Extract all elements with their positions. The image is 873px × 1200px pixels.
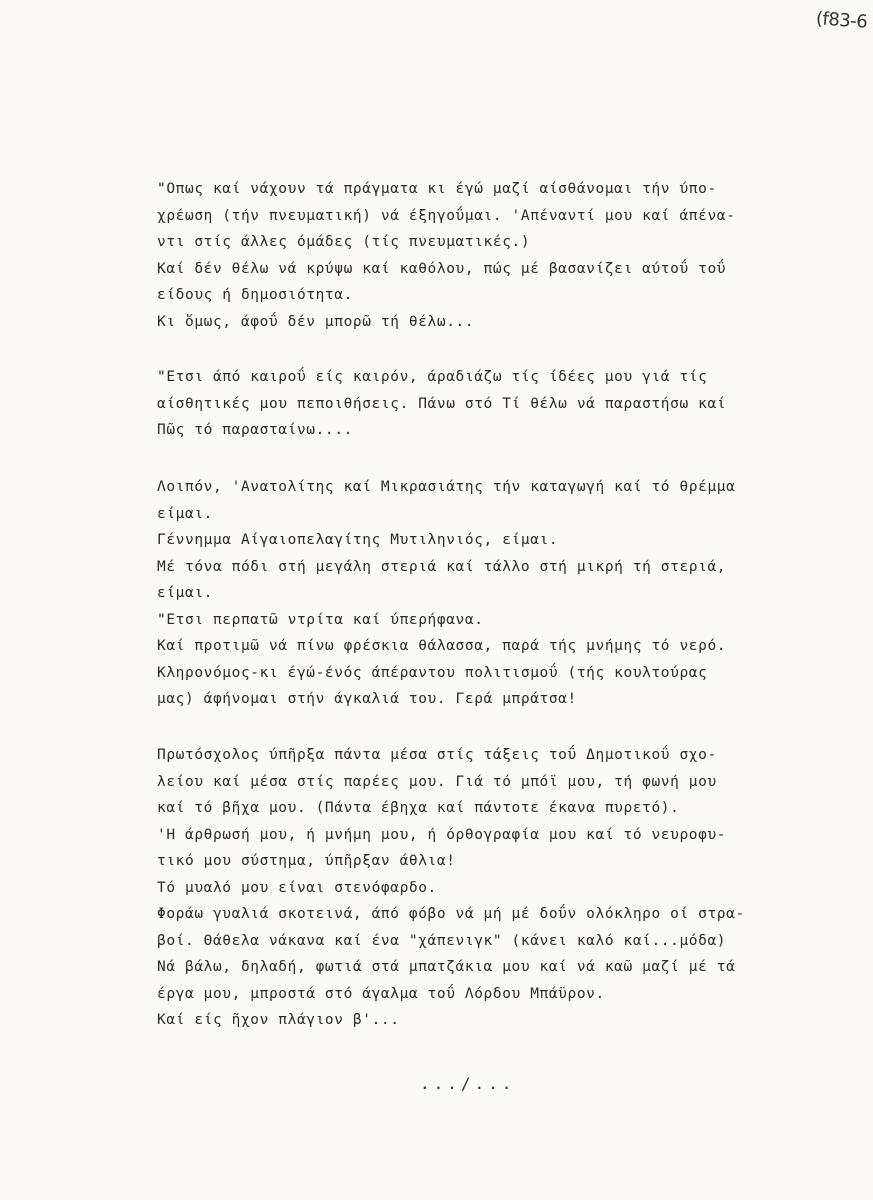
text-line: 'Η άρθρωσή μου, ή μνήμη μου, ή όρθογραφία μου καί τό νευροφυ- — [157, 826, 727, 843]
text-line: "Οπως καί νάχουν τά πράγματα κι έγώ μαζί αίσθάνομαι τήν ύπο- — [157, 181, 717, 197]
paragraph-4 — [157, 742, 857, 1034]
text-line: Γέννημμα Αίγαιοπελαγίτης Μυτιληνιός, είμαι. — [157, 532, 559, 548]
text-line: Καί προτιμῶ νά πίνω φρέσκια θάλασσα, παρά τής μνήμης τό νερό. — [157, 638, 727, 654]
text-line: "Ετσι περπατῶ ντρίτα καί ύπερήφανα. — [157, 611, 484, 628]
paragraph-2 — [157, 364, 857, 444]
text-line: χρέωση (τήν πνευματική) νά έξηγοΰμαι. 'Απέναντί μου καί άπένα- — [157, 207, 736, 224]
text-line: βοί. Θάθελα νάκανα καί ένα "χάπενιγκ" (κάνει καλό καί...μόδα) — [157, 932, 727, 949]
text-line: Κι ὅμως, άφοΰ δέν μπορῶ τή θέλω... — [157, 313, 475, 330]
text-line: Φοράω γυαλιά σκοτεινά, άπό φόβο νά μή μέ δοΰν ολόκληρο οί στρα- — [157, 906, 745, 922]
paragraph-1 — [157, 176, 857, 335]
text-line: έργα μου, μπροστά στό άγαλμα τοΰ Λόρδου Μπάϋρον. — [157, 985, 605, 1002]
text-line: τικό μου σύστημα, ύπῆρξαν άθλια! — [157, 853, 456, 869]
text-line: Πῶς τό παρασταίνω.... — [157, 422, 353, 438]
text-line: Κληρονόμος-κι έγώ-ένός άπέραντου πολιτισμοΰ (τής κουλτούρας — [157, 664, 708, 681]
text-line: Λοιπόν, 'Ανατολίτης καί Μικρασιάτης τήν καταγωγή καί τό θρέμμα — [157, 479, 736, 495]
text-line: Μέ τόνα πόδι στή μεγάλη στεριά καί τάλλο στή μικρή τή στεριά, — [157, 558, 727, 575]
text-line: Πρωτόσχολος ύπῆρξα πάντα μέσα στίς τάξεις τοΰ Δημοτικοΰ σχο- — [157, 747, 717, 763]
text-line: Τό μυαλό μου είναι στενόφαρδο. — [157, 879, 437, 896]
text-line: είμαι. — [157, 505, 213, 522]
text-line: καί τό βῆχα μου. (Πάντα έβηχα καί πάντοτε έκανα πυρετό). — [157, 800, 680, 816]
text-line: ντι στίς άλλες όμάδες (τίς πνευματικές.) — [157, 234, 531, 250]
paragraph-3 — [157, 474, 857, 713]
text-line: Καί είς ῆχον πλάγιον β'... — [157, 1012, 400, 1028]
text-line: αίσθητικές μου πεποιθήσεις. Πάνω στό Τί θέλω νά παραστήσω καί — [157, 395, 727, 412]
text-line: είμαι. — [157, 585, 213, 601]
text-line: Νά βάλω, δηλαδή, φωτιά στά μπατζάκια μου καί νά καῶ μαζί μέ τά — [157, 959, 736, 975]
continuation-mark: .../... — [420, 1074, 516, 1093]
text-line: "Ετσι άπό καιροΰ είς καιρόν, άραδιάζω τίς ίδέες μου γιά τίς — [157, 369, 708, 385]
text-line: λείου καί μέσα στίς παρέες μου. Γιά τό μπόϊ μου, τή φωνή μου — [157, 773, 717, 790]
text-line: Καί δέν θέλω νά κρύψω καί καθόλου, πώς μέ βασανίζει αύτοΰ τοΰ — [157, 260, 727, 277]
archive-reference-mark: (f83-6 — [815, 8, 868, 33]
text-line: είδους ή δημοσιότητα. — [157, 287, 353, 303]
text-line: μας) άφήνομαι στήν άγκαλιά του. Γερά μπράτσα! — [157, 691, 577, 707]
